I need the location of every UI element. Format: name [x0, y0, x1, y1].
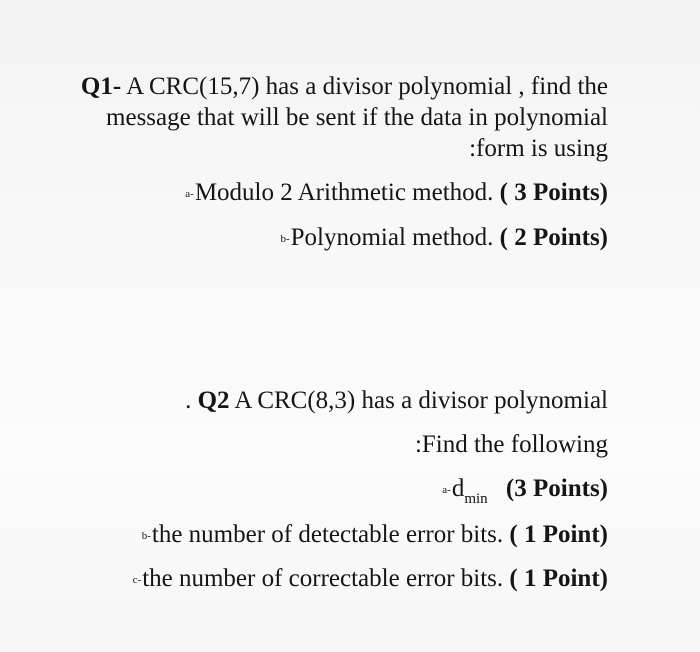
q2-item-b-points: ( 1 Point) [509, 521, 608, 548]
q1-item-b-text: Polynomial method. [290, 224, 494, 251]
q2-item-c [133, 564, 608, 595]
q2-item-c-points: ( 1 Point) [509, 565, 608, 592]
q2-line-1-text: A CRC(8,3) has a divisor polynomial [234, 387, 608, 414]
q2-item-b [142, 520, 608, 551]
q1-item-a-marker: a- [185, 188, 194, 200]
q1-line-3 [469, 134, 608, 164]
q1-line-2-text: message that will be sent if the data in polynomial [106, 104, 608, 131]
q1-item-b-points: ( 2 Points) [499, 224, 608, 251]
q1-line-2 [106, 103, 608, 133]
q2-item-a-symbol: d [451, 475, 465, 502]
q2-item-a [442, 474, 608, 514]
q1-line-3-text: :form is using [469, 135, 608, 162]
q2-item-c-text: the number of correctable error bits. [142, 565, 504, 592]
q2-line-2-text: :Find the following [414, 431, 608, 458]
q2-item-a-points: (3 Points) [505, 475, 608, 502]
q1-item-a-points: ( 3 Points) [499, 179, 608, 206]
q1-item-b [280, 223, 608, 254]
q2-item-b-text: the number of detectable error bits. [151, 521, 504, 548]
q1-number: Q1- [80, 73, 122, 100]
q2-leading-dot: . [185, 387, 192, 414]
q2-item-a-subscript: min [464, 491, 488, 507]
q2-item-c-marker: c- [132, 574, 142, 586]
q1-item-a [185, 178, 608, 209]
q2-item-a-marker: a- [442, 484, 451, 496]
q1-item-a-text: Modulo 2 Arithmetic method. [194, 179, 494, 206]
q2-number: Q2 [197, 387, 230, 414]
q1-line-1 [81, 72, 608, 102]
q1-item-b-marker: b- [280, 233, 290, 245]
q2-line-2 [415, 430, 608, 460]
q1-line-1-text: A CRC(15,7) has a divisor polynomial , find the [126, 73, 608, 100]
q2-item-b-marker: b- [141, 530, 151, 542]
q2-line-1 [185, 386, 608, 416]
